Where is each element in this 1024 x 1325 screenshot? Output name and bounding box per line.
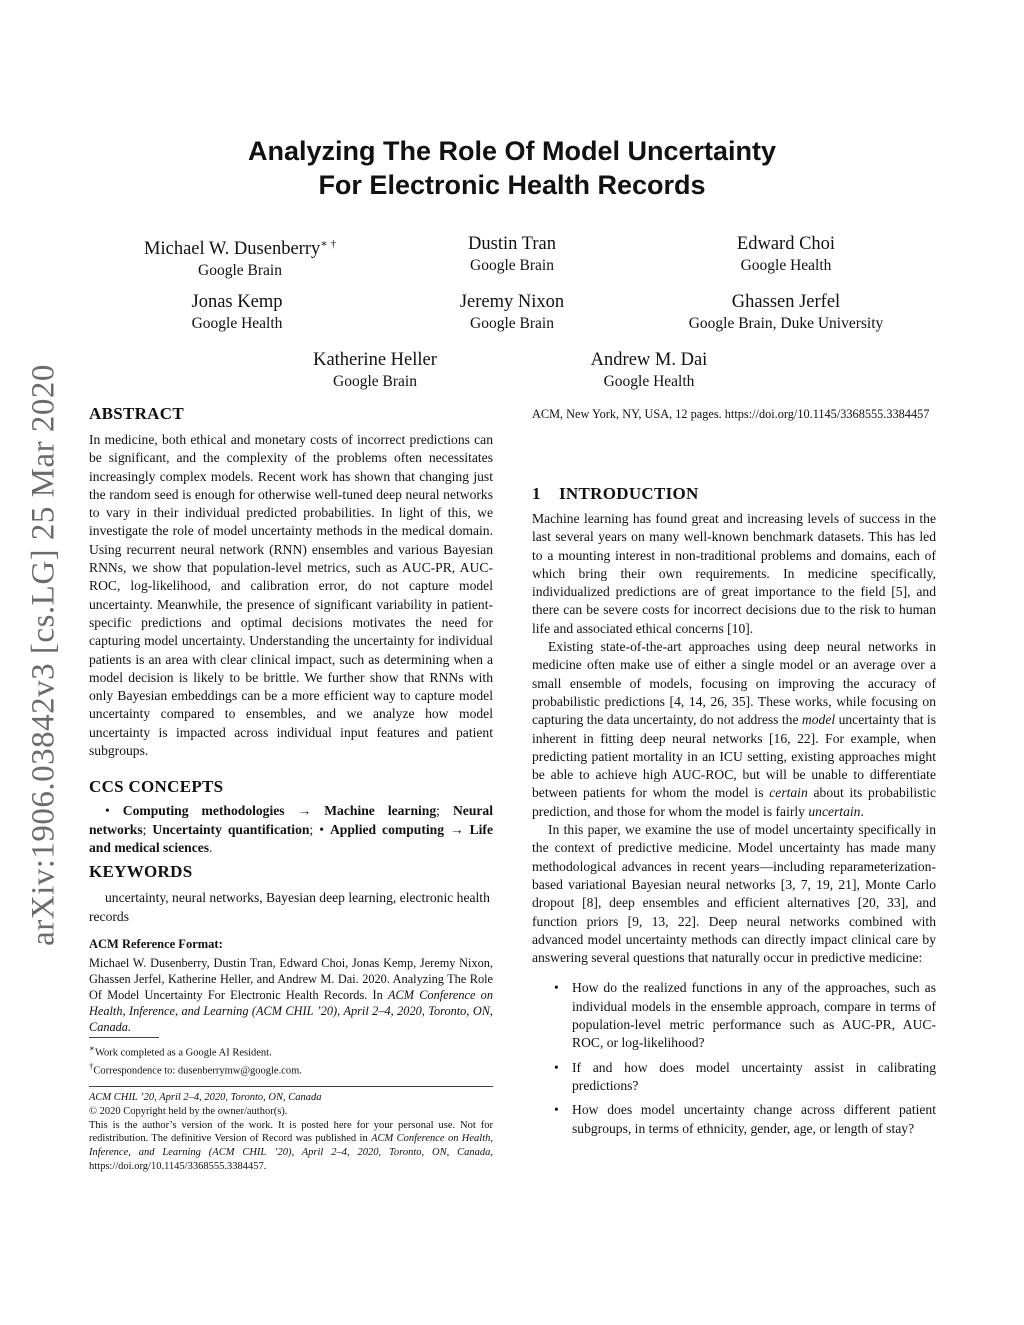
ccs-arrow: → xyxy=(297,803,312,819)
copyright-doi: https://doi.org/10.1145/3368555.3384457. xyxy=(89,1160,267,1172)
author-affiliation: Google Brain xyxy=(470,257,554,274)
section-number: 1 xyxy=(532,484,541,503)
list-item-text: How do the realized functions in any of the approaches, such as individual models in the ensemble approach, compare in terms of population-level metric performance such as AUC-PR, AUC-ROC, or log-likelihood? xyxy=(572,980,936,1051)
keywords-heading: KEYWORDS xyxy=(89,862,193,882)
list-item-text: If and how does model uncertainty assist in calibrating predictions? xyxy=(572,1059,936,1093)
bullet-dot: • xyxy=(554,980,559,996)
list-item-text: How does model uncertainty change across different patient subgroups, in terms of ethnicity, gender, age, or length of stay? xyxy=(572,1102,936,1136)
ccs-bullet: • xyxy=(319,821,324,837)
author-name: Katherine Heller xyxy=(313,350,437,370)
author-affiliation: Google Brain xyxy=(198,262,282,280)
author-affiliation: Google Brain, Duke University xyxy=(688,315,884,332)
ccs-term: Computing methodologies xyxy=(122,803,285,819)
author-block xyxy=(372,290,652,334)
ccs-term: Uncertainty quantification xyxy=(152,821,310,837)
list-item xyxy=(532,1059,936,1096)
abstract-heading: ABSTRACT xyxy=(89,404,184,423)
section-title: INTRODUCTION xyxy=(559,484,699,503)
ccs-separator: ; xyxy=(142,821,147,837)
intro-paragraph-2 xyxy=(532,638,936,821)
copyright-venue-italic: ACM Conference on Health, Inference, and Learning (ACM CHIL ’20), April 2–4, 2020, Toronto, ON, Canada, xyxy=(89,1133,494,1159)
footnote-1 xyxy=(89,1042,493,1060)
ccs-bullet: • xyxy=(105,803,110,819)
footnote-text: Work completed as a Google AI Resident. xyxy=(94,1047,272,1059)
acm-ref-continued xyxy=(532,406,936,422)
ccs-arrow: → xyxy=(450,821,464,837)
copyright-block xyxy=(89,1091,493,1174)
author-affiliation: Google Brain xyxy=(333,373,417,390)
ccs-term: Applied computing xyxy=(329,821,444,837)
intro-emphasis: uncertain xyxy=(808,803,861,819)
author-name: Andrew M. Dai xyxy=(590,350,708,370)
author-block xyxy=(646,232,926,276)
ccs-end: . xyxy=(209,839,213,855)
intro-emphasis: certain xyxy=(769,785,808,801)
copyright-holder: © 2020 Copyright held by the owner/author(s). xyxy=(89,1105,288,1117)
author-affiliation: Google Health xyxy=(603,373,695,390)
intro-text: Existing state-of-the-art approaches using deep neural networks in medicine often make use of either a single model or an average over a small ensemble of models, focusing on improving the accuracy of probabilistic predictions [4, 14, 26, 35]. These works, while focusing on capturing the data uncertainty, do not address the xyxy=(532,639,936,728)
ccs-term: Life and medical sciences xyxy=(89,821,493,855)
author-name: Edward Choi xyxy=(736,234,836,254)
list-item xyxy=(532,1101,936,1138)
author-name: Ghassen Jerfel xyxy=(731,292,841,312)
footnote-rule xyxy=(89,1037,159,1038)
footnote-mark: ∗ xyxy=(89,1043,95,1053)
intro-emphasis: model xyxy=(801,712,836,728)
ccs-heading: CCS CONCEPTS xyxy=(89,777,224,797)
author-name: Michael W. Dusenberry xyxy=(144,239,321,260)
abstract-text: In medicine, both ethical and monetary costs of incorrect predictions can be significant, and the complexity of the problems often necessitates increasingly complex models. Recent work has shown that changing just the random seed is enough for otherwise well-tuned deep neural networks to vary in their individual predicted probabilities. In light of this, we investigate the role of model uncertainty methods in the medical domain. Using recurrent neural network (RNN) ensembles and various Bayesian RNNs, we show that population-level metrics, such as AUC-PR, AUC-ROC, log-likelihood, and calibration error, do not capture model uncertainty. Meanwhile, the presence of significant variability in patient-specific predictions and optimal decisions motivates the need for capturing model uncertainty. Understanding the uncertainty for individual patients is an area with clear clinical impact, such as determining when a model decision is likely to be brittle. We further show that RNNs with only Bayesian embeddings can be a more efficient way to capture model uncertainty compared to ensembles, and we analyze how model uncertainty is impacted across individual input features and patient subgroups. xyxy=(89,432,493,759)
question-list xyxy=(532,979,936,1137)
acm-ref-venue: ACM Conference on Health, Inference, and Learning (ACM CHIL ’20), April 2–4, 2020, Toronto, ON, Canada. xyxy=(89,987,493,1034)
keywords-text: uncertainty, neural networks, Bayesian deep learning, electronic health records xyxy=(89,890,490,924)
intro-paragraph-3: In this paper, we examine the use of model uncertainty specifically in the context of predictive medicine. Model uncertainty has made many methodological advances in recent years—including reparameterization-based variational Bayesian neural networks [3, 7, 19, 21], Monte Carlo dropout [8], deep ensembles and efficient alternatives [20, 33], and function priors [9, 13, 22]. Deep neural networks combined with advanced model uncertainty methods can directly impact clinical care by answering several questions that naturally occur in predictive medicine: xyxy=(532,822,936,966)
copyright-notice xyxy=(89,1119,493,1174)
intro-text: about its probabilistic prediction, and those for whom the model is fairly xyxy=(532,785,936,819)
author-affiliation: Google Health xyxy=(191,315,283,332)
author-name: Jeremy Nixon xyxy=(459,292,565,312)
copyright-rule xyxy=(89,1086,493,1087)
author-block xyxy=(97,290,377,334)
bullet-dot: • xyxy=(554,1102,559,1118)
author-block xyxy=(509,348,789,392)
author-affiliation: Google Health xyxy=(740,257,832,274)
paper-title xyxy=(0,134,1024,202)
title-line-1: Analyzing The Role Of Model Uncertainty xyxy=(247,136,777,166)
ccs-concepts xyxy=(89,802,493,857)
bullet-dot: • xyxy=(554,1059,559,1075)
author-affiliation: Google Brain xyxy=(470,315,554,332)
acm-ref-text xyxy=(89,955,493,1035)
acm-ref-heading: ACM Reference Format: xyxy=(89,936,223,951)
ccs-separator: ; xyxy=(309,821,314,837)
copyright-venue: ACM CHIL ’20, April 2–4, 2020, Toronto, ON, Canada xyxy=(89,1092,322,1103)
intro-paragraph-1: Machine learning has found great and increasing levels of success in the last several years on many well-known benchmark datasets. This has led to a mounting interest in non-traditional problems and domains, each of which bring their own requirements. In medicine specifically, individualized predictions are of great importance to the field [5], and there can be severe costs for incorrect decisions due to the risk to human life and associated ethical concerns [10]. xyxy=(532,511,936,636)
copyright-text: This is the author’s version of the work. It is posted here for your personal use. Not for redistribution. The definitive Version of Record was published in xyxy=(89,1119,493,1145)
right-column xyxy=(532,483,936,1144)
footnote-2 xyxy=(89,1060,493,1078)
footnote-text: Correspondence to: dusenberrymw@google.com. xyxy=(93,1065,302,1077)
acm-ref-rest: ACM, New York, NY, USA, 12 pages. https://doi.org/10.1145/3368555.3384457 xyxy=(532,407,930,421)
intro-text: . xyxy=(860,803,864,819)
ccs-term: Machine learning xyxy=(324,803,437,819)
acm-ref-main: Michael W. Dusenberry, Dustin Tran, Edward Choi, Jonas Kemp, Jeremy Nixon, Ghassen Jerfel, Katherine Heller, and Andrew M. Dai. 2020. Analyzing The Role Of Model Uncertainty For Electronic Health Records. In xyxy=(89,955,493,1002)
author-block xyxy=(372,232,652,276)
author-name: Dustin Tran xyxy=(468,234,556,254)
left-column xyxy=(89,403,493,1035)
ccs-term: Neural networks xyxy=(89,803,493,837)
intro-heading xyxy=(532,483,936,505)
author-name: Jonas Kemp xyxy=(191,292,283,312)
footnotes xyxy=(89,1042,493,1079)
arxiv-identifier: arXiv:1906.03842v3 [cs.LG] 25 Mar 2020 xyxy=(25,364,62,946)
title-line-2: For Electronic Health Records xyxy=(318,170,706,200)
ccs-separator: ; xyxy=(436,803,440,819)
footnote-mark: † xyxy=(89,1061,94,1072)
author-block xyxy=(235,348,515,392)
author-block xyxy=(646,290,926,334)
intro-text: uncertainty that is inherent in fitting deep neural networks [16, 22]. For example, when predicting patient mortality in an ICU setting, existing approaches might be able to achieve high AUC-ROC, but will be unable to differentiate between patients for whom the model is xyxy=(532,712,936,801)
author-marks: ∗ † xyxy=(320,238,336,250)
author-block xyxy=(100,232,380,281)
list-item xyxy=(532,979,936,1052)
